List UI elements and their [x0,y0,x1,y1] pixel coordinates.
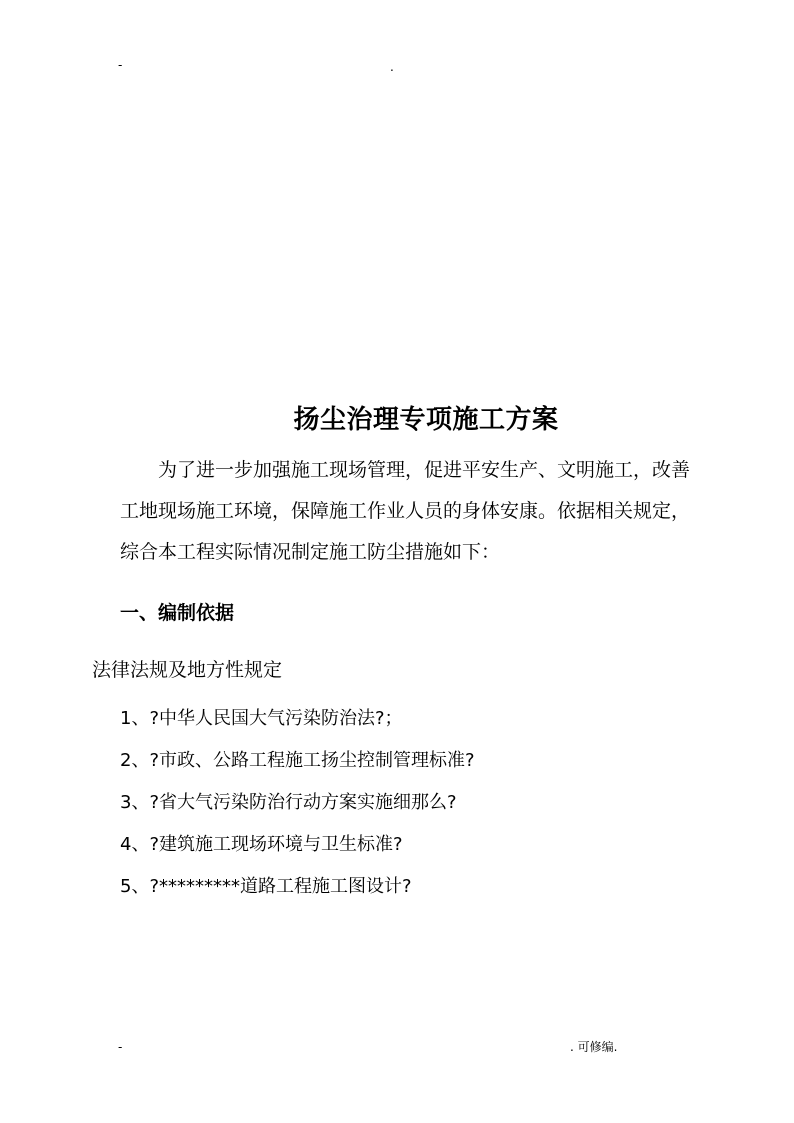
header-left-mark: - [118,58,123,72]
list-item: 4、?建筑施工现场环境与卫生标准? [120,834,403,855]
subsection-heading: 法律法规及地方性规定 [92,659,283,681]
intro-line: 工地现场施工环境，保障施工作业人员的身体安康。依据相关规定， [120,500,691,522]
list-item: 2、?市政、公路工程施工扬尘控制管理标准? [120,750,475,771]
list-item: 5、?*********道路工程施工图设计? [120,876,412,897]
list-item: 3、?省大气污染防治行动方案实施细那么? [120,792,457,813]
intro-line: 为了进一步加强施工现场管理，促进平安生产、文明施工，改善 [120,459,691,481]
footer-editable-note: . 可修编. [570,1040,618,1054]
intro-paragraph [120,450,691,573]
header-center-mark: . [390,60,394,74]
document-title: 扬尘治理专项施工方案 [293,405,559,435]
section-heading: 一、编制依据 [120,602,235,624]
intro-line: 综合本工程实际情况制定施工防尘措施如下： [120,541,501,563]
regulation-list [120,698,475,908]
footer-left-mark: - [118,1040,123,1054]
list-item: 1、?中华人民国大气污染防治法?； [120,708,403,729]
